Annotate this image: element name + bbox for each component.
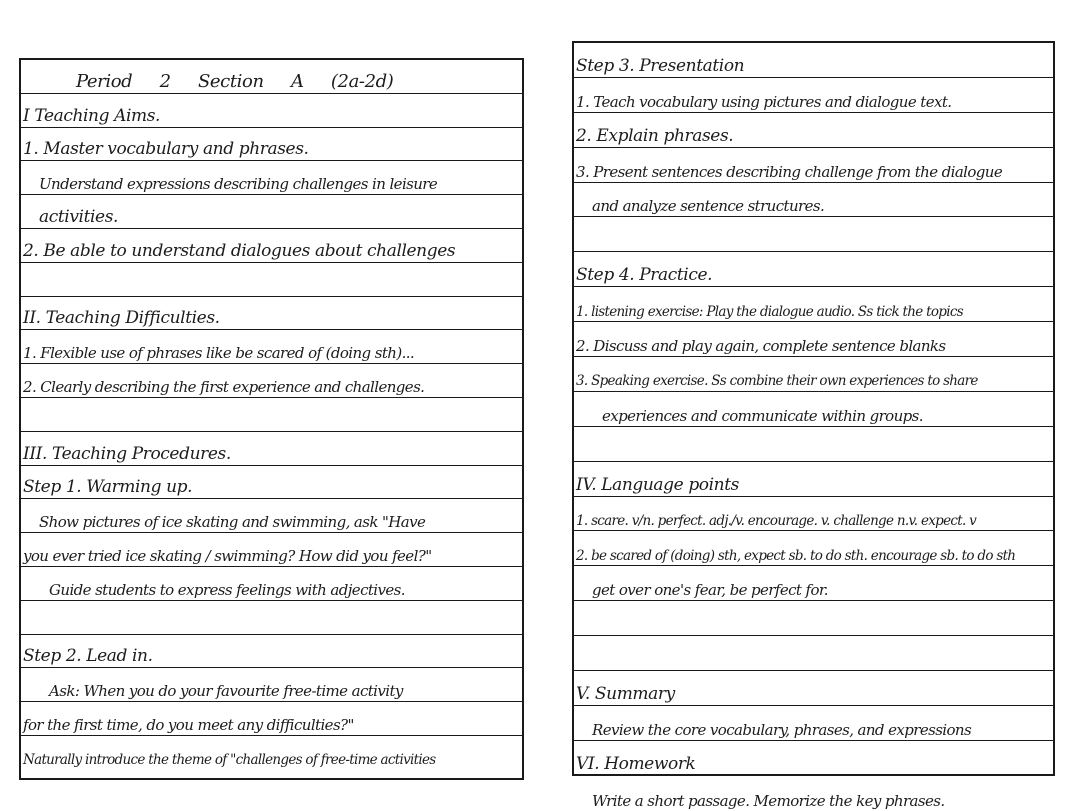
ruled-line — [574, 776, 1053, 811]
handwritten-line: 2. Discuss and play again, complete sentence blanks — [576, 337, 946, 356]
ruled-line — [574, 78, 1053, 113]
ruled-line — [574, 287, 1053, 322]
handwritten-line: II. Teaching Difficulties. — [23, 308, 220, 329]
ruled-line — [21, 736, 522, 770]
handwritten-line: III. Teaching Procedures. — [23, 443, 231, 464]
handwritten-line: Understand expressions describing challenges in leisure — [39, 175, 438, 194]
handwritten-line: 1. scare. v/n. perfect. adj./v. encourage. v. challenge n.v. expect. v — [576, 512, 977, 529]
ruled-line — [574, 601, 1053, 636]
ruled-line — [574, 43, 1053, 78]
ruled-line — [21, 128, 522, 162]
ruled-line — [574, 357, 1053, 392]
ruled-line — [574, 462, 1053, 497]
ruled-line — [21, 466, 522, 500]
ruled-line — [21, 601, 522, 635]
handwritten-line: Ask: When you do your favourite free-time activity — [49, 682, 403, 701]
handwritten-line: and analyze sentence structures. — [592, 197, 825, 216]
ruled-line — [21, 330, 522, 364]
ruled-line — [574, 183, 1053, 218]
ruled-line — [21, 668, 522, 702]
ruled-line — [574, 322, 1053, 357]
ruled-line — [574, 566, 1053, 601]
handwritten-line: 2. Be able to understand dialogues about challenges — [23, 240, 456, 261]
handwritten-line: 2. Clearly describing the first experience and challenges. — [23, 377, 425, 396]
handwritten-line: for the first time, do you meet any difficulties?" — [23, 715, 354, 734]
ruled-line — [21, 398, 522, 432]
handwritten-line: 1. Flexible use of phrases like be scared of (doing sth)... — [23, 344, 415, 363]
ruled-line — [574, 148, 1053, 183]
handwritten-line: 3. Speaking exercise. Ss combine their own experiences to share — [576, 373, 978, 390]
handwritten-line: 2. be scared of (doing) sth, expect sb. to do sth. encourage sb. to do sth — [576, 547, 1016, 564]
ruled-line — [574, 636, 1053, 671]
ruled-line — [21, 635, 522, 669]
ruled-line — [574, 392, 1053, 427]
handwritten-line: Review the core vocabulary, phrases, and expressions — [592, 720, 972, 739]
ruled-line — [21, 195, 522, 229]
left-notebook-page — [19, 58, 524, 780]
handwritten-line: 3. Present sentences describing challenge from the dialogue — [576, 162, 1003, 181]
handwritten-line: Step 4. Practice. — [576, 265, 713, 286]
handwritten-line: activities. — [39, 206, 119, 227]
ruled-line — [574, 217, 1053, 252]
handwritten-line: Step 3. Presentation — [576, 55, 745, 76]
ruled-line — [574, 671, 1053, 706]
handwritten-line: Step 2. Lead in. — [23, 646, 153, 667]
ruled-line — [574, 427, 1053, 462]
handwritten-line: 1. Teach vocabulary using pictures and dialogue text. — [576, 92, 952, 111]
handwritten-line: Step 1. Warming up. — [23, 477, 193, 498]
right-notebook-page — [572, 41, 1055, 810]
handwritten-line: Show pictures of ice skating and swimming, ask "Have — [39, 513, 426, 532]
handwritten-line: I Teaching Aims. — [23, 105, 161, 126]
ruled-line — [21, 499, 522, 533]
handwritten-line: you ever tried ice skating / swimming? How did you feel?" — [23, 546, 432, 565]
handwritten-line: IV. Language points — [576, 474, 739, 495]
ruled-line — [21, 297, 522, 331]
handwritten-line: VI. Homework — [576, 753, 696, 774]
ruled-line — [574, 252, 1053, 287]
ruled-line — [574, 741, 1053, 776]
handwritten-line: 1. listening exercise: Play the dialogue audio. Ss tick the topics — [576, 303, 963, 320]
ruled-line — [21, 702, 522, 736]
handwritten-line: get over one's fear, be perfect for. — [592, 581, 828, 600]
handwritten-line: 1. Master vocabulary and phrases. — [23, 139, 309, 160]
ruled-line — [574, 113, 1053, 148]
ruled-line — [574, 497, 1053, 532]
ruled-line — [21, 567, 522, 601]
ruled-line — [21, 94, 522, 128]
ruled-line — [21, 432, 522, 466]
handwritten-line: Naturally introduce the theme of "challenges of free-time activities — [23, 752, 436, 769]
handwritten-line: 2. Explain phrases. — [576, 125, 734, 146]
ruled-line — [21, 161, 522, 195]
handwritten-line: Period 2 Section A (2a-2d) — [76, 70, 394, 92]
handwritten-line: Write a short passage. Memorize the key phrases. — [592, 791, 945, 810]
ruled-line — [21, 364, 522, 398]
ruled-line — [21, 229, 522, 263]
ruled-line — [21, 263, 522, 297]
ruled-line — [21, 60, 522, 94]
handwritten-line: experiences and communicate within groups. — [602, 406, 923, 425]
handwritten-line: V. Summary — [576, 683, 675, 704]
ruled-line — [574, 706, 1053, 741]
handwritten-line: Guide students to express feelings with adjectives. — [49, 580, 405, 599]
ruled-line — [21, 533, 522, 567]
ruled-line — [574, 531, 1053, 566]
